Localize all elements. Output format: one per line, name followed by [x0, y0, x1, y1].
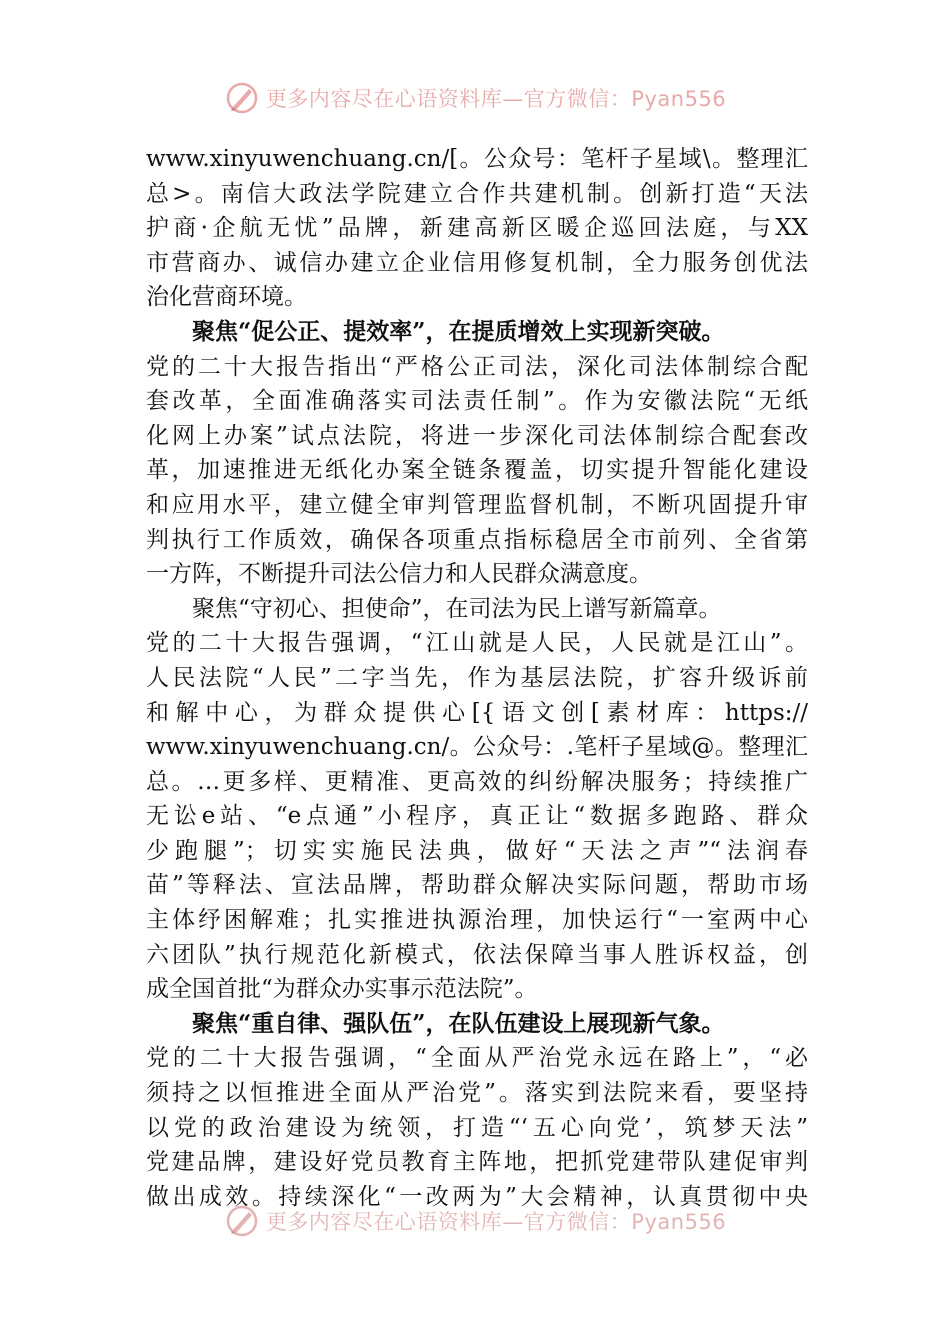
- watermark-text: 更多内容尽在心语资料库—官方微信：Pyan556: [265, 87, 727, 111]
- text-line: www.xinyuwenchuang.cn/[。公众号：笔杆子星域\。整理汇: [146, 146, 808, 172]
- text-line: 和应用水平，建立健全审判管理监督机制，不断巩固提升审: [146, 491, 808, 518]
- text-line: 六团队”执行规范化新模式，依法保障当事人胜诉权益，创: [146, 941, 808, 968]
- article-body: [146, 142, 808, 1222]
- text-line: 苗”等释法、宣法品牌，帮助群众解决实际问题，帮助市场: [146, 872, 808, 899]
- text-line: 成全国首批“为群众办实事示范法院”。: [146, 976, 538, 1003]
- section-heading: 聚焦“重自律、强队伍”，在队伍建设上展现新气象。: [192, 1009, 725, 1037]
- text-line: 党建品牌，建设好党员教育主阵地，把抓党建带队建促审判: [146, 1149, 808, 1176]
- text-line: 化网上办案”试点法院，将进一步深化司法体制综合配套改: [146, 422, 808, 449]
- text-line: 治化营商环境。: [146, 284, 307, 311]
- text-line: 护商·企航无忧”品牌，新建高新区暖企巡回法庭，与XX: [146, 215, 808, 242]
- text-line: 判执行工作质效，确保各项重点指标稳居全市前列、全省第: [146, 526, 808, 553]
- text-line: 须持之以恒推进全面从严治党”。落实到法院来看，要坚持: [146, 1080, 808, 1107]
- text-line: 党的二十大报告强调，“江山就是人民，人民就是江山”。: [146, 630, 808, 657]
- text-line: 做出成效。持续深化“一改两为”大会精神，认真贯彻中央: [146, 1183, 808, 1210]
- text-line: 无讼e站、“e点通”小程序，真正让“数据多跑路、群众: [146, 803, 808, 830]
- text-line: 一方阵，不断提升司法公信力和人民群众满意度。: [146, 561, 652, 588]
- watermark-text: 更多内容尽在心语资料库—官方微信：Pyan556: [265, 1210, 727, 1234]
- text-line: 主体纾困解难；扎实推进执源治理，加快运行“一室两中心: [146, 907, 808, 934]
- text-line: 套改革，全面准确落实司法责任制”。作为安徽法院“无纸: [146, 388, 808, 415]
- text-line: 以党的政治建设为统领，打造“‘五心向党’，筑梦天法”: [146, 1114, 808, 1141]
- text-line: 党的二十大报告指出“严格公正司法，深化司法体制综合配: [146, 353, 808, 380]
- text-line: 总>。南信大政法学院建立合作共建机制。创新打造“天法: [146, 180, 808, 207]
- footer-watermark: [0, 1203, 950, 1239]
- text-line: 和解中心，为群众提供心[{语文创[素材库：https://: [146, 699, 808, 726]
- text-line: 市营商办、诚信办建立企业信用修复机制，全力服务创优法: [146, 249, 808, 276]
- text-line: www.xinyuwenchuang.cn/。公众号：.笔杆子星域@。整理汇: [146, 734, 808, 761]
- text-line: 党的二十大报告强调，“全面从严治党永远在路上”，“必: [146, 1045, 808, 1072]
- text-line: 人民法院“人民”二字当先，作为基层法院，扩容升级诉前: [146, 664, 808, 691]
- text-line: 少跑腿”；切实实施民法典，做好“天法之声”“法润春: [146, 837, 808, 864]
- text-line: 革，加速推进无纸化办案全链条覆盖，切实提升智能化建设: [146, 457, 808, 484]
- header-watermark: [0, 80, 950, 116]
- text-line: 聚焦“守初心、担使命”，在司法为民上谱写新篇章。: [192, 595, 722, 622]
- text-line: 总。…更多样、更精准、更高效的纠纷解决服务；持续推广: [146, 768, 808, 795]
- pen-logo-icon: [224, 80, 260, 116]
- section-heading: 聚焦“促公正、提效率”，在提质增效上实现新突破。: [192, 317, 725, 345]
- pen-logo-icon: [224, 1203, 260, 1239]
